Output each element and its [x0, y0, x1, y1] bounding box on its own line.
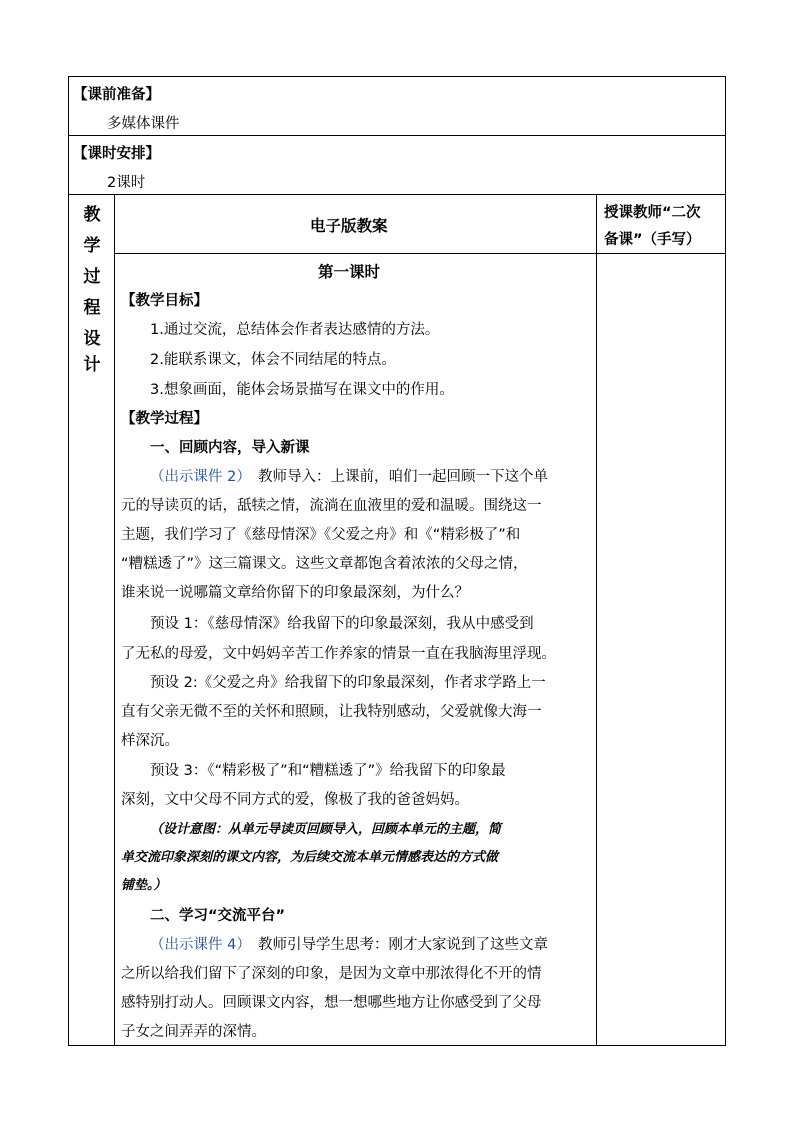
schedule-heading: 【课时安排】	[73, 146, 160, 162]
row-divider	[68, 135, 726, 136]
table-border-top	[68, 76, 726, 77]
goal-item: 2.能联系课文，体会不同结尾的特点。	[150, 352, 396, 368]
paragraph-line: 元的导读页的话，舐犊之情，流淌在血液里的爱和温暖。围绕这一	[121, 498, 542, 514]
preset-line: 预设 3：《“精彩极了”和“糟糕透了”》给我留下的印象最	[150, 763, 506, 779]
paragraph-line: 子女之间弄弄的深情。	[121, 1024, 266, 1040]
table-border-left	[68, 76, 69, 1046]
paragraph-line: 感特别打动人。回顾课文内容，想一想哪些地方让你感受到了父母	[121, 995, 542, 1011]
section-heading: 一、回顾内容，导入新课	[150, 440, 310, 456]
process-label-char: 计	[83, 355, 101, 375]
design-note-line: 单交流印象深刻的课文内容，为后续交流本单元情感表达的方式做	[121, 850, 499, 865]
slide-reference: （出示课件 2）	[150, 469, 251, 485]
goal-item: 3.想象画面，能体会场景描写在课文中的作用。	[150, 382, 454, 398]
table-border-bottom	[68, 1045, 726, 1046]
preset-line: 样深沉。	[121, 733, 179, 749]
process-label-char: 过	[83, 267, 101, 287]
process-label-char: 程	[83, 298, 101, 318]
paragraph-line: 主题，我们学习了《慈母情深》《父爱之舟》和《“精彩极了”和	[121, 527, 521, 543]
process-heading: 【教学过程】	[121, 411, 208, 427]
paragraph-line: 教师导入：上课前，咱们一起回顾一下这个单	[258, 469, 548, 485]
process-label-char: 学	[83, 236, 101, 256]
preset-line: 预设 1：《慈母情深》给我留下的印象最深刻，我从中感受到	[150, 616, 534, 632]
column-divider	[596, 194, 597, 1046]
row-divider	[114, 253, 726, 254]
prep-content: 多媒体课件	[107, 116, 180, 132]
table-border-right	[725, 76, 726, 1046]
paragraph-line: 教师引导学生思考：刚才大家说到了这些文章	[258, 937, 548, 953]
plan-title: 电子版教案	[310, 217, 388, 235]
lesson-title: 第一课时	[318, 263, 381, 281]
paragraph-line: 谁来说一说哪篇文章给你留下的印象最深刻，为什么？	[121, 585, 469, 601]
paragraph-line: “糟糕透了”》这三篇课文。这些文章都饱含着浓浓的父母之情，	[121, 556, 528, 572]
schedule-content: 2课时	[107, 175, 146, 191]
slide-reference: （出示课件 4）	[150, 937, 251, 953]
column-divider	[114, 194, 115, 1046]
goal-item: 1.通过交流，总结体会作者表达感情的方法。	[150, 322, 440, 338]
design-note-line: 铺垫。）	[121, 878, 167, 893]
preset-line: 直有父亲无微不至的关怀和照顾，让我特别感动，父爱就像大海一	[121, 704, 542, 720]
preset-line: 了无私的母爱，文中妈妈辛苦工作养家的情景一直在我脑海里浮现。	[121, 646, 556, 662]
preset-line: 预设 2:《父爱之舟》给我留下的印象最深刻，作者求学路上一	[150, 675, 546, 691]
preset-line: 深刻，文中父母不同方式的爱，像极了我的爸爸妈妈。	[121, 792, 469, 808]
teacher-note-heading: 备课”（手写）	[604, 232, 701, 248]
process-label-char: 设	[83, 329, 101, 349]
design-note-line: （设计意图：从单元导读页回顾导入，回顾本单元的主题，简	[150, 822, 502, 837]
paragraph-line: 之所以给我们留下了深刻的印象，是因为文章中那浓得化不开的情	[121, 966, 542, 982]
prep-heading: 【课前准备】	[73, 87, 160, 103]
goals-heading: 【教学目标】	[121, 293, 208, 309]
section-heading: 二、学习“交流平台”	[150, 908, 286, 924]
row-divider	[68, 194, 726, 195]
teacher-note-heading: 授课教师“二次	[604, 205, 701, 221]
process-label-char: 教	[83, 205, 101, 225]
